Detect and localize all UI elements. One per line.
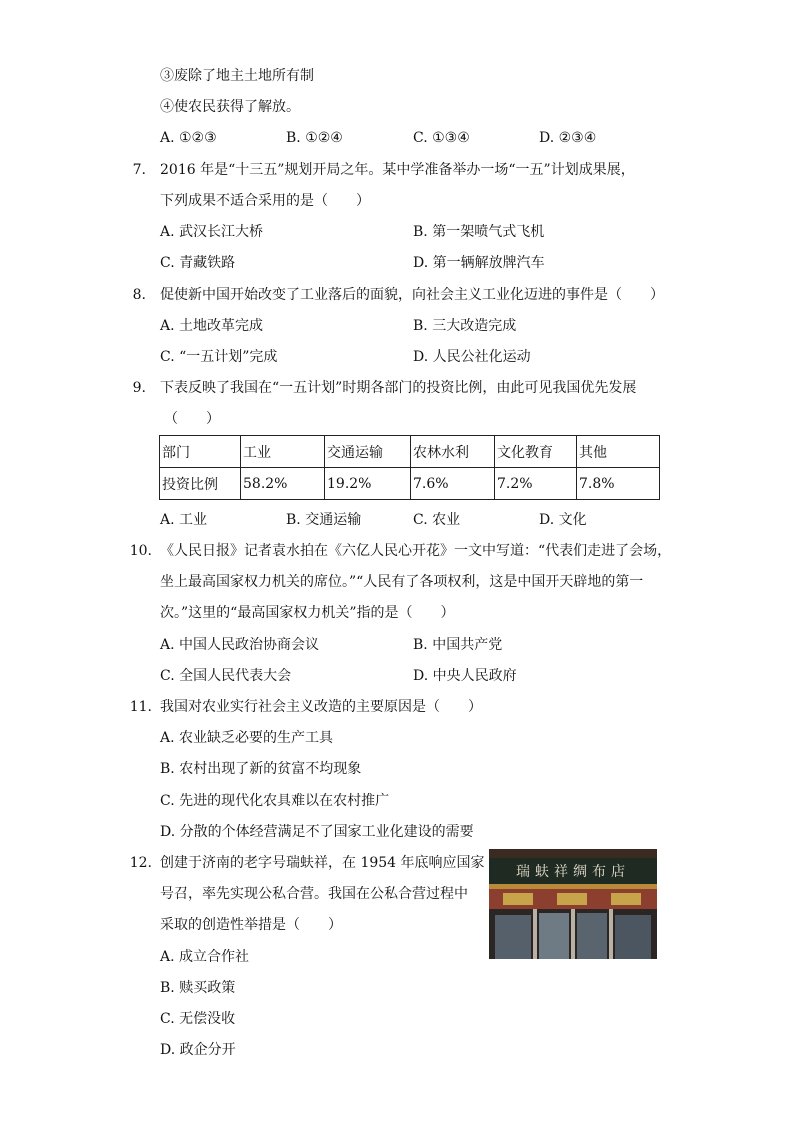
q11-option-b: B. 农村出现了新的贫富不均现象 bbox=[160, 761, 362, 777]
table-row bbox=[160, 468, 660, 500]
q7-stem-line-1: 2016 年是“十三五”规划开局之年。某中学准备举办一场“一五”计划成果展， bbox=[160, 162, 635, 178]
q12-option-b: B. 赎买政策 bbox=[160, 980, 236, 996]
q7-option-a: A. 武汉长江大桥 bbox=[160, 224, 264, 240]
q11-option-d: D. 分散的个体经营满足不了国家工业化建设的需要 bbox=[160, 824, 474, 840]
q10-stem-line-2: 坐上最高国家权力机关的席位。”“人民有了各项权利，这是中国开天辟地的第一 bbox=[160, 574, 644, 590]
table-cell: 7.2% bbox=[495, 468, 577, 500]
table-cell: 交通运输 bbox=[325, 436, 411, 468]
table-header-row bbox=[160, 436, 660, 468]
storefront-illustration bbox=[489, 849, 657, 959]
q12-option-a: A. 成立合作社 bbox=[160, 949, 250, 965]
q10-stem-line-1: 《人民日报》记者袁水拍在《六亿人民心开花》一文中写道：“代表们走进了会场， bbox=[160, 543, 672, 559]
table-cell: 58.2% bbox=[241, 468, 325, 500]
table-cell: 投资比例 bbox=[160, 468, 241, 500]
q12-number: 12. bbox=[129, 855, 152, 871]
q8-option-b: B. 三大改造完成 bbox=[413, 318, 517, 334]
table-cell: 7.6% bbox=[411, 468, 495, 500]
q8-option-d: D. 人民公社化运动 bbox=[413, 349, 531, 365]
ruifuxiang-storefront-photo bbox=[489, 849, 657, 959]
q12-option-d: D. 政企分开 bbox=[160, 1042, 236, 1058]
q10-stem-line-3: 次。”这里的“最高国家权力机关”指的是（ ） bbox=[160, 605, 455, 621]
q12-stem-line-1: 创建于济南的老字号瑞蚨祥，在 1954 年底响应国家 bbox=[160, 855, 485, 871]
table-cell: 文化教育 bbox=[495, 436, 577, 468]
q10-option-c: C. 全国人民代表大会 bbox=[160, 668, 292, 684]
q8-option-a: A. 土地改革完成 bbox=[160, 318, 264, 334]
q9-number: 9. bbox=[132, 380, 146, 396]
q11-stem-line-1: 我国对农业实行社会主义改造的主要原因是（ ） bbox=[160, 699, 482, 715]
q10-option-a: A. 中国人民政治协商会议 bbox=[160, 637, 320, 653]
q12-option-c: C. 无偿没收 bbox=[160, 1011, 236, 1027]
storefront-sign-text: 瑞蚨祥绸布店 bbox=[516, 864, 630, 880]
table-cell: 19.2% bbox=[325, 468, 411, 500]
q6-option-d: D. ②③④ bbox=[539, 130, 597, 146]
q8-number: 8. bbox=[132, 287, 146, 303]
q11-number: 11. bbox=[129, 699, 152, 715]
investment-table bbox=[159, 435, 660, 500]
q10-option-d: D. 中央人民政府 bbox=[413, 668, 517, 684]
q8-option-c: C. “一五计划”完成 bbox=[160, 349, 278, 365]
q11-option-a: A. 农业缺乏必要的生产工具 bbox=[160, 730, 334, 746]
q9-stem-line-1: 下表反映了我国在“一五计划”时期各部门的投资比例，由此可见我国优先发展 bbox=[160, 380, 637, 396]
table-cell: 7.8% bbox=[577, 468, 660, 500]
q8-stem-line-1: 促使新中国开始改变了工业落后的面貌，向社会主义工业化迈进的事件是（ ） bbox=[160, 287, 664, 303]
q12-stem-line-2: 号召，率先实现公私合营。我国在公私合营过程中 bbox=[160, 886, 468, 902]
q9-option-c: C. 农业 bbox=[413, 512, 461, 528]
q11-option-c: C. 先进的现代化农具难以在农村推广 bbox=[160, 793, 390, 809]
table-cell: 部门 bbox=[160, 436, 241, 468]
q7-option-d: D. 第一辆解放牌汽车 bbox=[413, 255, 545, 271]
q6-option-b: B. ①②④ bbox=[286, 130, 343, 146]
q7-stem-line-2: 下列成果不适合采用的是（ ） bbox=[160, 193, 370, 209]
q9-option-d: D. 文化 bbox=[539, 512, 587, 528]
table-cell: 工业 bbox=[241, 436, 325, 468]
q6-option-c: C. ①③④ bbox=[413, 130, 470, 146]
q6-item-4: ④使农民获得了解放。 bbox=[160, 99, 300, 115]
q7-option-c: C. 青藏铁路 bbox=[160, 255, 236, 271]
q9-option-b: B. 交通运输 bbox=[286, 512, 362, 528]
table-cell: 其他 bbox=[577, 436, 660, 468]
q7-number: 7. bbox=[132, 162, 146, 178]
q7-option-b: B. 第一架喷气式飞机 bbox=[413, 224, 545, 240]
q10-number: 10. bbox=[129, 543, 152, 559]
table-cell: 农林水利 bbox=[411, 436, 495, 468]
q10-option-b: B. 中国共产党 bbox=[413, 637, 503, 653]
q9-option-a: A. 工业 bbox=[160, 512, 208, 528]
q6-option-a: A. ①②③ bbox=[160, 130, 217, 146]
q9-stem-line-2: （ ） bbox=[164, 411, 220, 427]
q6-item-3: ③废除了地主土地所有制 bbox=[160, 68, 314, 84]
q12-stem-line-3: 采取的创造性举措是（ ） bbox=[160, 917, 342, 933]
